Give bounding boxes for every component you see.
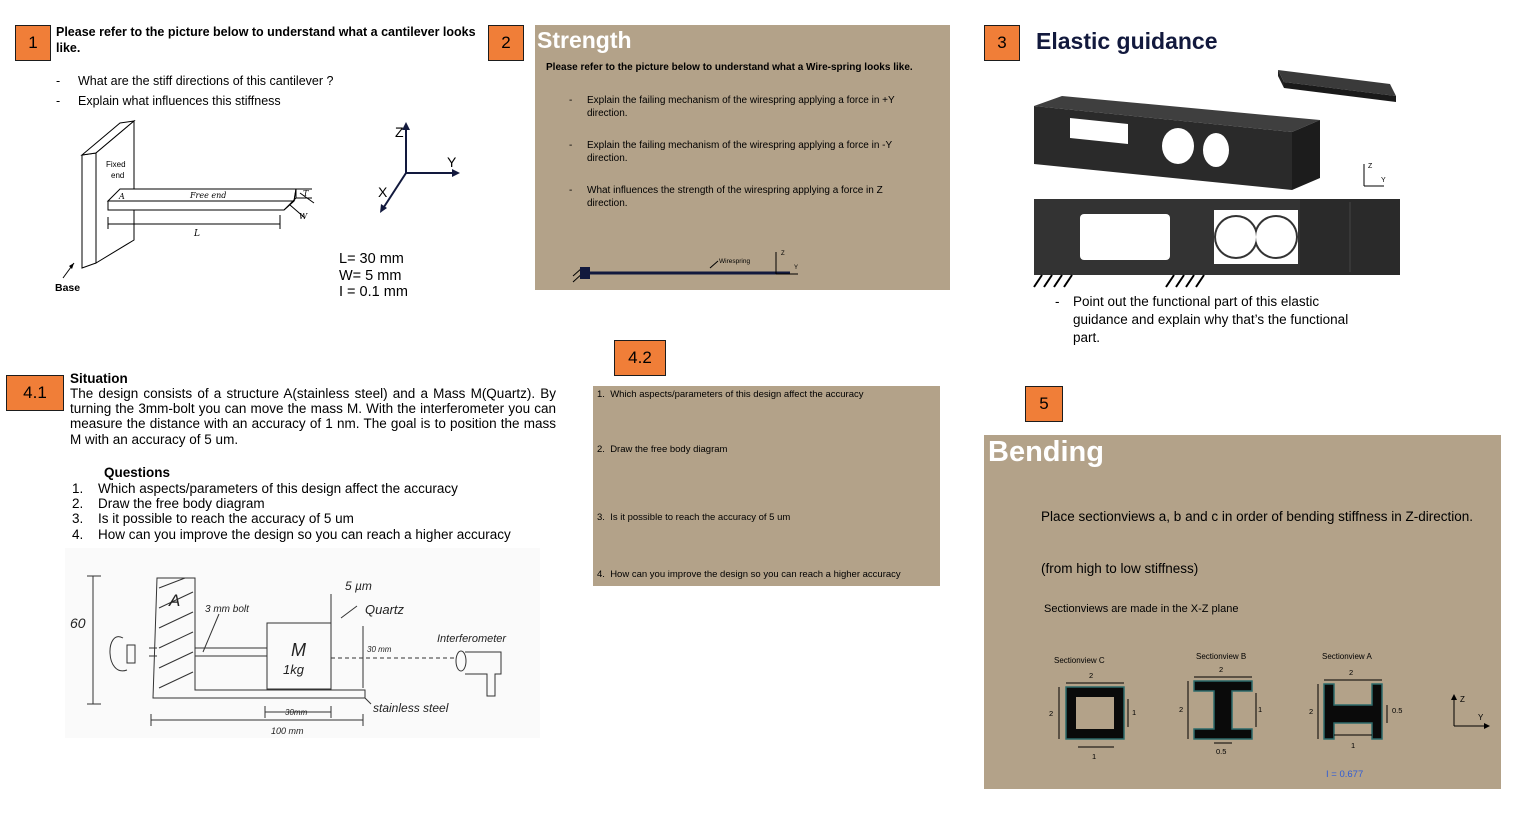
elastic-bullet-1: - Point out the functional part of this elastic guidance and explain why that’s the functional part. [1055, 293, 1365, 347]
sketch-30mm: 30 mm [367, 645, 392, 654]
question-number: 3. [72, 511, 84, 527]
elastic-guidance-figure [1030, 62, 1410, 294]
question-text: Which aspects/parameters of this design affect the accuracy [98, 481, 458, 496]
badge-1: 1 [15, 25, 51, 61]
question-text: Is it possible to reach the accuracy of 5 um [98, 511, 354, 527]
question-item [72, 511, 562, 526]
section-a-left: 2 [1309, 707, 1314, 716]
accuracy-panel [593, 386, 940, 586]
inertia-value: I = 0.677 [1326, 769, 1364, 780]
bending-axis-z: Z [1460, 695, 1465, 704]
s1-bullet-2: - Explain what influences this stiffness [56, 91, 456, 111]
elastic-axis-y: Y [1381, 177, 1386, 184]
section-c-top: 2 [1089, 671, 1094, 680]
questions-list [72, 481, 562, 542]
badge-3: 3 [984, 25, 1020, 61]
sketch-bottom30: 30mm [285, 708, 308, 717]
bending-axis-y: Y [1478, 713, 1484, 722]
section-b-top: 2 [1219, 665, 1224, 674]
axis-z: Z [395, 124, 404, 140]
dim-i: I = 0.1 mm [339, 284, 408, 300]
sketch-quartz: Quartz [365, 602, 405, 617]
cantilever-figure [50, 115, 330, 300]
strength-title: Strength [537, 27, 632, 53]
bending-order-note: (from high to low stiffness) [1041, 561, 1199, 576]
l-label: L [194, 229, 200, 239]
situation-heading: Situation [70, 371, 128, 386]
section-a-right: 0.5 [1392, 706, 1403, 715]
strength-axis-z: Z [781, 251, 785, 257]
t-label: T [303, 189, 309, 198]
a-label: A [119, 192, 125, 201]
sketch-a: A [169, 591, 181, 610]
question-number: 4. [72, 526, 84, 542]
section-c-right: 1 [1132, 708, 1137, 717]
xyz-axes [372, 120, 472, 220]
section-a-bottom: 1 [1351, 741, 1356, 750]
elastic-title: Elastic guidance [1036, 28, 1218, 54]
section-b-right: 1 [1258, 705, 1263, 714]
sketch-60: 60 [70, 615, 86, 631]
questions-heading: Questions [104, 465, 171, 480]
strength-axis-y: Y [794, 265, 799, 271]
sketch-m: M [291, 640, 306, 660]
design-sketch [65, 548, 540, 738]
sketch-bolt: 3 mm bolt [205, 604, 249, 615]
question-item [72, 496, 562, 511]
panel-question-2: 2. Draw the free body diagram [597, 444, 728, 455]
question-item [72, 481, 562, 496]
dim-l: L= 30 mm [339, 251, 404, 267]
section-a-top: 2 [1349, 668, 1354, 677]
strength-bullet-1: - Explain the failing mechanism of the wirespring applying a force in +Y direction. [569, 94, 899, 120]
question-item [72, 527, 562, 542]
s1-bullets [56, 71, 456, 111]
question-text: Draw the free body diagram [98, 496, 265, 512]
dim-w: W= 5 mm [339, 267, 402, 284]
base-label: Base [55, 282, 81, 294]
sketch-bottom100: 100 mm [271, 726, 304, 736]
section-views [1044, 647, 1414, 782]
strength-bullet-3: - What influences the strength of the wirespring applying a force in Z direction. [569, 184, 899, 210]
bending-panel [984, 435, 1501, 789]
section-c-left: 2 [1049, 709, 1054, 718]
question-text: How can you improve the design so you can reach a higher accuracy [98, 526, 511, 542]
strength-axes [770, 246, 810, 281]
strength-intro: Please refer to the picture below to understand what a Wire-spring looks like. [546, 62, 913, 73]
axis-x: X [378, 184, 388, 200]
situation-paragraph: The design consists of a structure A(stainless steel) and a Mass M(Quartz). By turning the 3mm-bolt you can move the mass M. With the interferometer you can measure the distance with an accuracy of 1 nm. The goal is to position the mass M with an accuracy of 5 um. [70, 386, 556, 447]
sketch-kg: 1kg [283, 662, 304, 677]
strength-panel [535, 25, 950, 290]
section-c-label: Sectionview C [1054, 656, 1105, 665]
end-label: end [111, 171, 125, 180]
badge-4-1: 4.1 [6, 375, 64, 411]
strength-bullets [569, 94, 899, 210]
section-c-bottom: 1 [1092, 752, 1097, 761]
axis-y: Y [447, 154, 457, 170]
bending-plane-note: Sectionviews are made in the X-Z plane [1044, 603, 1239, 615]
w-label: W [299, 212, 308, 221]
badge-5: 5 [1025, 386, 1063, 422]
s1-dims [339, 251, 408, 301]
strength-bullet-2: - Explain the failing mechanism of the wirespring applying a force in -Y direction. [569, 139, 899, 165]
section-a-label: Sectionview A [1322, 652, 1372, 661]
sketch-5um: 5 µm [345, 579, 372, 593]
badge-2: 2 [488, 25, 524, 61]
s1-bullet-1: - What are the stiff directions of this cantilever ? [56, 71, 456, 91]
elastic-bullets [1055, 293, 1365, 347]
question-number: 2. [72, 496, 84, 512]
wirespring-label: Wirespring [719, 258, 751, 265]
bending-instruction: Place sectionviews a, b and c in order of bending stiffness in Z-direction. [1041, 509, 1473, 524]
panel-question-3: 3. Is it possible to reach the accuracy of 5 um [597, 512, 791, 523]
section-b-bottom: 0.5 [1216, 747, 1227, 756]
section-b-left: 2 [1179, 705, 1184, 714]
sketch-interferometer: Interferometer [437, 633, 507, 645]
sketch-stainless: stainless steel [373, 701, 449, 715]
badge-4-2: 4.2 [614, 340, 666, 376]
fixed-label: Fixed [106, 160, 126, 169]
panel-question-1: 1. Which aspects/parameters of this design affect the accuracy [597, 389, 864, 400]
section-b-label: Sectionview B [1196, 652, 1247, 661]
bending-axes [1446, 690, 1496, 735]
free-end-label: Free end [190, 191, 227, 200]
question-number: 1. [72, 481, 84, 496]
bending-title: Bending [988, 436, 1104, 468]
s1-intro: Please refer to the picture below to understand what a cantilever looks like. [56, 25, 476, 55]
panel-question-4: 4. How can you improve the design so you can reach a higher accuracy [597, 569, 901, 580]
elastic-axis-z: Z [1368, 163, 1373, 170]
